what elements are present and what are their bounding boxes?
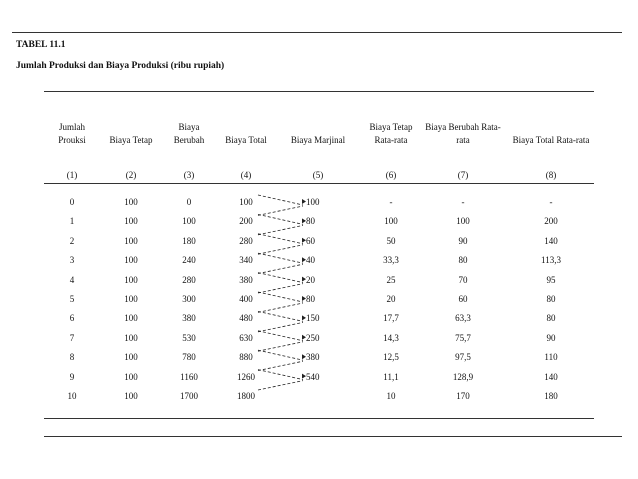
cell-r7-c4: 630 — [239, 332, 253, 343]
cell-r0-c1: 0 — [69, 197, 75, 207]
cell-r10-c4: 1800 — [237, 391, 255, 401]
connector-arrowhead-2 — [302, 238, 306, 243]
connector-arrowhead-4 — [302, 277, 306, 282]
connector-arrowhead-8 — [302, 354, 306, 359]
cell-r8-c8: 110 — [544, 352, 558, 363]
cell-r8-c6: 12,5 — [383, 352, 399, 363]
cell-r4-c5: 20 — [306, 274, 315, 285]
cell-r3-c6: 33,3 — [383, 255, 399, 266]
cell-r9-c4: 1260 — [237, 371, 255, 382]
cell-r9-c1: 9 — [69, 371, 75, 382]
cell-r8-c1: 8 — [69, 352, 75, 363]
cell-r8-c4: 880 — [239, 352, 253, 363]
cell-r10-c8: 180 — [544, 391, 558, 401]
connector-lower-8 — [258, 361, 303, 370]
cell-r2-c7: 90 — [458, 235, 468, 246]
header-line2-col-5: Biaya Marjinal — [290, 135, 346, 145]
header-line2-col-6: Rata-rata — [374, 135, 408, 145]
cell-r10-c7: 170 — [456, 391, 470, 401]
table-title: TABEL 11.1 — [16, 40, 66, 50]
cell-r1-c7: 100 — [456, 216, 470, 227]
connector-lower-7 — [258, 342, 303, 351]
cell-r4-c7: 70 — [458, 274, 468, 285]
cell-r2-c3: 180 — [182, 235, 196, 246]
connector-upper-0 — [258, 195, 303, 205]
header-line2-col-8: Biaya Total Rata-rata — [512, 135, 590, 145]
connector-arrowhead-3 — [302, 257, 306, 262]
connector-lower-5 — [258, 303, 303, 312]
cell-r5-c1: 5 — [69, 294, 75, 304]
cell-r8-c3: 780 — [182, 352, 196, 363]
cell-r0-c8: - — [549, 197, 553, 207]
connector-lower-6 — [258, 322, 303, 331]
cell-r9-c5: 540 — [306, 371, 320, 382]
column-number-3: (3) — [183, 170, 195, 180]
cell-r7-c2: 100 — [124, 332, 138, 343]
connector-upper-3 — [258, 253, 303, 263]
connector-upper-4 — [258, 273, 303, 283]
header-line2-col-1: Prouksi — [58, 135, 86, 145]
column-number-5: (5) — [312, 170, 324, 180]
connector-arrowhead-7 — [302, 335, 306, 340]
cell-r0-c3: 0 — [186, 197, 192, 207]
cell-r3-c3: 240 — [182, 255, 196, 266]
cell-r3-c7: 80 — [458, 255, 468, 266]
connector-upper-7 — [258, 331, 303, 341]
connector-lower-4 — [258, 284, 303, 293]
connector-lower-1 — [258, 225, 303, 234]
header-line1-col-7: Biaya Berubah Rata- — [425, 122, 501, 132]
cell-r1-c5: 80 — [306, 216, 315, 227]
cell-r3-c4: 340 — [239, 255, 253, 266]
cell-r4-c4: 380 — [239, 274, 253, 285]
cell-r9-c8: 140 — [544, 371, 558, 382]
cell-r7-c1: 7 — [69, 332, 75, 343]
cell-r2-c5: 60 — [306, 235, 315, 246]
header-line2-col-3: Berubah — [173, 135, 205, 145]
cell-r10-c3: 1700 — [180, 391, 198, 401]
connector-upper-2 — [258, 234, 303, 244]
column-number-7: (7) — [457, 170, 469, 180]
cell-r6-c2: 100 — [124, 313, 138, 324]
cell-r7-c8: 90 — [546, 332, 556, 343]
cell-r8-c7: 97,5 — [455, 352, 471, 363]
connector-lower-0 — [258, 206, 303, 215]
header-line1-col-6: Biaya Tetap — [369, 122, 413, 132]
cell-r5-c4: 400 — [239, 294, 253, 304]
cell-r9-c7: 128,9 — [452, 371, 474, 382]
column-number-8: (8) — [545, 170, 557, 180]
connector-upper-8 — [258, 350, 303, 360]
cell-r2-c6: 50 — [386, 235, 396, 246]
connector-arrowhead-5 — [302, 296, 306, 301]
column-number-2: (2) — [125, 170, 137, 180]
cell-r2-c2: 100 — [124, 235, 138, 246]
cell-r0-c6: - — [389, 197, 393, 207]
cell-r9-c6: 11,1 — [383, 371, 399, 382]
connector-upper-5 — [258, 292, 303, 302]
connector-upper-9 — [258, 370, 303, 380]
cell-r8-c5: 380 — [306, 352, 320, 363]
cell-r10-c1: 10 — [67, 391, 77, 401]
cell-r5-c3: 300 — [182, 294, 196, 304]
cell-r6-c1: 6 — [69, 313, 75, 324]
cell-r2-c4: 280 — [239, 235, 253, 246]
cell-r10-c6: 10 — [386, 391, 396, 401]
cell-r4-c8: 95 — [546, 274, 556, 285]
connector-arrowhead-1 — [302, 218, 306, 223]
connector-arrowhead-9 — [302, 374, 306, 379]
connector-lower-2 — [258, 245, 303, 254]
cell-r1-c4: 200 — [239, 216, 253, 227]
connector-arrowhead-6 — [302, 315, 306, 320]
cell-r5-c2: 100 — [124, 294, 138, 304]
cell-r1-c3: 100 — [182, 216, 196, 227]
cell-r1-c8: 200 — [544, 216, 558, 227]
cell-r1-c6: 100 — [384, 216, 398, 227]
cell-r6-c3: 380 — [182, 313, 196, 324]
cell-r3-c2: 100 — [124, 255, 138, 266]
cell-r7-c6: 14,3 — [383, 332, 399, 343]
cell-r5-c5: 80 — [306, 294, 315, 304]
connector-upper-6 — [258, 311, 303, 321]
column-number-4: (4) — [240, 170, 252, 180]
cell-r1-c2: 100 — [124, 216, 138, 227]
header-line2-col-4: Biaya Total — [225, 135, 267, 145]
cell-r7-c7: 75,7 — [455, 332, 471, 343]
cell-r3-c1: 3 — [69, 255, 75, 266]
cell-r7-c3: 530 — [182, 332, 196, 343]
cell-r0-c5: 100 — [306, 197, 320, 207]
cell-r4-c2: 100 — [124, 274, 138, 285]
cell-r7-c5: 250 — [306, 332, 320, 343]
cell-r6-c7: 63,3 — [455, 313, 471, 324]
header-line1-col-3: Biaya — [178, 122, 200, 132]
cell-r3-c8: 113,3 — [541, 255, 561, 266]
cell-r6-c6: 17,7 — [383, 313, 399, 324]
cell-r6-c4: 480 — [239, 313, 253, 324]
table-subtitle: Jumlah Produksi dan Biaya Produksi (ribu rupiah) — [16, 61, 225, 71]
cell-r4-c1: 4 — [69, 274, 75, 285]
cell-r9-c2: 100 — [124, 371, 138, 382]
header-line2-col-7: rata — [456, 135, 470, 145]
header-line1-col-1: Jumlah — [59, 122, 85, 132]
cell-r6-c5: 150 — [306, 313, 320, 324]
cell-r8-c2: 100 — [124, 352, 138, 363]
cell-r4-c6: 25 — [386, 274, 396, 285]
cell-r0-c7: - — [461, 197, 465, 207]
cell-r6-c8: 80 — [546, 313, 556, 324]
cell-r5-c7: 60 — [458, 294, 468, 304]
connector-lower-3 — [258, 264, 303, 273]
cell-r1-c1: 1 — [69, 216, 75, 227]
column-number-1: (1) — [66, 170, 78, 180]
cell-r4-c3: 280 — [182, 274, 196, 285]
cell-r0-c2: 100 — [124, 197, 138, 207]
connector-lower-9 — [258, 381, 303, 390]
column-number-6: (6) — [385, 170, 397, 180]
cell-r5-c6: 20 — [386, 294, 396, 304]
header-line2-col-2: Biaya Tetap — [109, 135, 153, 145]
cell-r10-c2: 100 — [124, 391, 138, 401]
cell-r3-c5: 40 — [306, 255, 315, 266]
cell-r0-c4: 100 — [239, 197, 253, 207]
cell-r2-c8: 140 — [544, 235, 558, 246]
cell-r9-c3: 1160 — [180, 371, 198, 382]
cell-r2-c1: 2 — [69, 235, 75, 246]
connector-arrowhead-0 — [302, 199, 306, 204]
connector-upper-1 — [258, 214, 303, 224]
cell-r5-c8: 80 — [546, 294, 556, 304]
